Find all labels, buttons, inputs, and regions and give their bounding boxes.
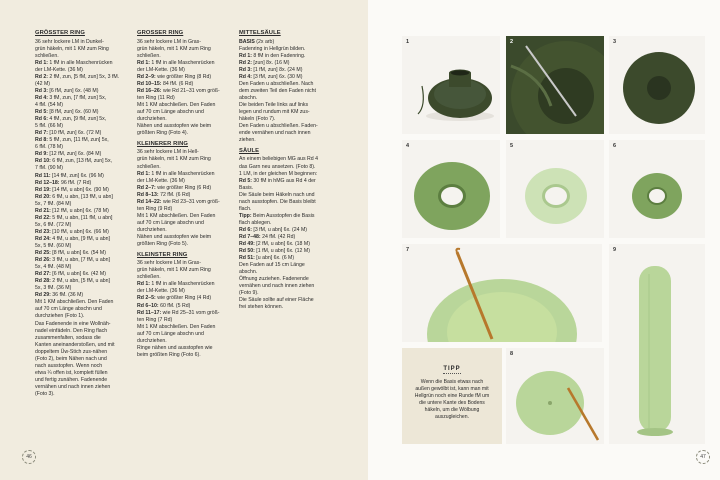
- instruction-line: Rd 27: [6 fM, u abn] 6x. (42 M): [35, 271, 106, 278]
- instruction-line: Rd 2: [zun] 8x. (16 M): [239, 59, 290, 66]
- instruction-line: nadel einfädeln. Den Ring flach: [35, 327, 108, 334]
- instruction-line: und fertig zunähen. Fadenende: [35, 376, 108, 383]
- instruction-line: Rd 12–18: 96 fM. (7 Rd): [35, 179, 92, 186]
- instruction-line: Rd 1: 8 fM in den Fadenring.: [239, 52, 306, 59]
- instruction-line: An einem beliebigen MG aus Rd 4: [239, 156, 319, 163]
- page-number-left: 46: [22, 450, 36, 464]
- instruction-line: Rd 10–15: 84 fM. (6 Rd): [137, 80, 194, 87]
- instruction-line: Nähen und ausstopfen wie beim: [137, 123, 212, 130]
- tip-box: [402, 348, 502, 444]
- instruction-line: 4 fM. (54 M): [35, 102, 63, 109]
- section-title: KLEINERER RING: [137, 140, 188, 147]
- instruction-line: Rd 49: [2 fM, u abn] 6x. (18 M): [239, 241, 310, 248]
- instruction-line: Rd 1: 1 fM in alle Maschenrücken: [35, 59, 113, 66]
- instruction-line: Rd 14–22: wie Rd 23–31 vom größ-: [137, 198, 220, 205]
- instruction-line: Rd 6: [3 fM, u abn] 6x. (24 M): [239, 226, 308, 233]
- instruction-line: Rd 28: 2 fM, u abn, [5 fM, u abn]: [35, 278, 110, 285]
- instruction-line: der LM-Kette. (36 M): [137, 177, 185, 184]
- instruction-line: Rd 2–7: wie größter Ring (6 Rd): [137, 184, 212, 191]
- instruction-line: Rd 3: [1 fM, zun] 8x. (24 M): [239, 66, 303, 73]
- instruction-line: (42 M): [35, 80, 50, 87]
- photo-number: 3: [613, 39, 617, 45]
- instruction-line: 1 LM, in der gleichen M beginnen:: [239, 170, 318, 177]
- instruction-line: Rd 1: 1 fM in alle Maschenrücken: [137, 170, 215, 177]
- instruction-line: der LM-Kette. (36 M): [137, 288, 185, 295]
- instruction-line: Rd 8: 5 fM, zun, [11 fM, zun] 5x,: [35, 137, 109, 144]
- instruction-line: der LM-Kette. (36 M): [35, 66, 83, 73]
- instruction-line: Mit 1 KM abschließen. Den Faden: [35, 299, 114, 306]
- instruction-line: (Foto 3).: [35, 390, 55, 397]
- photo-number: 7: [406, 247, 410, 253]
- section-title: GROSSER RING: [137, 30, 184, 36]
- instruction-line: Rd 1: 1 fM in alle Maschenrücken: [137, 59, 215, 66]
- tip-title: TIPP: [443, 366, 461, 372]
- instruction-line: Rd 7–48: 24 fM. (42 Rd): [239, 234, 296, 240]
- instruction-line: häkeln (Foto 7).: [239, 116, 276, 123]
- instruction-line: Rd 21: [12 fM, u abn] 6x. (78 M): [35, 207, 109, 214]
- instruction-line: (Foto 9).: [239, 290, 259, 297]
- instruction-line: Mit 1 KM abschließen. Den Faden: [137, 212, 216, 219]
- section-title: MITTELSÄULE: [239, 30, 281, 36]
- instruction-line: 5x, 6 fM. (72 M): [35, 221, 72, 228]
- instruction-line: Mit 1 KM abschließen. Den Faden: [137, 323, 216, 330]
- instruction-line: Das Fadenende in eine Wollnäh-: [35, 320, 111, 327]
- photo-2: [506, 36, 604, 134]
- instruction-line: Den Faden u abschließen. Faden-: [239, 123, 318, 130]
- instruction-line: auf 70 cm Länge abschn und: [35, 306, 102, 313]
- instruction-line: Kanten aneinanderstoßen, und mit: [35, 341, 115, 348]
- instruction-line: Fadenring in Hellgrün bilden.: [239, 45, 306, 52]
- instruction-line: 36 sehr lockere LM in Dunkel-: [35, 38, 104, 45]
- instruction-line: nach ausstopfen. Die Basis bleibt: [239, 198, 316, 205]
- instruction-line: durchziehen (Foto 1).: [35, 313, 85, 320]
- instruction-line: Rd 2–5: wie größter Ring (4 Rd): [137, 295, 212, 302]
- instruction-line: Rd 11–17: wie Rd 25–31 vom größ-: [137, 309, 220, 316]
- instruction-line: Die Säule sollte auf einer Fläche: [239, 297, 314, 304]
- instruction-line: dem zweiten Teil den Faden nicht: [239, 87, 316, 94]
- column-1: [35, 30, 135, 398]
- instruction-line: etwa ¼ offen ist, komplett füllen: [35, 369, 108, 376]
- instruction-line: ten Ring (7 Rd): [137, 316, 173, 323]
- instruction-line: durchziehen.: [137, 337, 167, 344]
- dark-green-ring-with-hole-image: [402, 36, 500, 134]
- instruction-line: Rd 19: [14 fM, u abn] 6x. (90 M): [35, 186, 109, 193]
- instruction-line: Den Faden auf 15 cm Länge: [239, 262, 305, 269]
- photo-number: 6: [613, 143, 617, 149]
- instruction-line: Die beiden Teile links auf links: [239, 102, 309, 109]
- instruction-line: Ringe nähen und ausstopfen wie: [137, 344, 213, 351]
- column-2: [137, 30, 237, 359]
- instruction-line: ten Ring (11 Rd): [137, 95, 175, 102]
- page-number-right: 47: [696, 450, 710, 464]
- instruction-line: Rd 16–26: wie Rd 21–31 vom größ-: [137, 87, 220, 94]
- instruction-line: Rd 6–10: 60 fM. (5 Rd): [137, 302, 191, 309]
- photo-5: [506, 140, 604, 238]
- instruction-line: Mit 1 KM abschließen. Den Faden: [137, 102, 216, 109]
- instruction-line: Rd 4: [3 fM, zun] 6x. (30 M): [239, 73, 303, 80]
- photo-9: [609, 244, 705, 444]
- instruction-line: 5x, 5 fM. (60 M): [35, 243, 72, 249]
- instruction-line: beim größten Ring (Foto 6).: [137, 351, 201, 358]
- instruction-line: vernähen und nach innen ziehen: [35, 383, 111, 390]
- instruction-line: größten Ring (Foto 5).: [137, 241, 189, 248]
- instruction-line: Rd 29: 36 fM. (36 M): [35, 292, 84, 299]
- instruction-line: 6 fM. (78 M): [35, 144, 63, 151]
- instruction-line: 36 sehr lockere LM in Gras-: [137, 38, 202, 45]
- instruction-line: vernähen und nach innen ziehen: [239, 283, 315, 290]
- instruction-line: frei stehen können.: [239, 304, 284, 311]
- instruction-line: Rd 5: 30 fM in hMG aus Rd 4 der: [239, 177, 316, 184]
- instruction-line: ziehen.: [239, 137, 256, 144]
- instruction-line: Rd 23: [10 fM, u abn] 6x. (66 M): [35, 228, 109, 235]
- instruction-line: 5 fM. (66 M): [35, 123, 63, 130]
- instruction-line: Rd 25: [8 fM, u abn] 6x. (54 M): [35, 250, 106, 257]
- instruction-line: grün häkeln, mit 1 KM zum Ring: [137, 267, 211, 274]
- section-title: GRÖSSTER RING: [35, 30, 85, 36]
- instruction-line: Rd 11: [14 fM, zun] 6x. (96 M): [35, 172, 104, 179]
- photo-8: [506, 348, 604, 444]
- instruction-line: flach.: [239, 205, 252, 212]
- instruction-line: zusammenfalten, sodass die: [35, 334, 101, 341]
- instruction-line: Rd 9: [12 fM, zun] 6x. (84 M): [35, 151, 102, 158]
- instruction-line: Rd 6: 4 fM, zun, [9 fM, zun] 5x,: [35, 116, 107, 123]
- instruction-line: doppeltem Üw-Stich zus-nähen: [35, 348, 108, 355]
- instruction-line: 36 sehr lockere LM in Gras-: [137, 260, 202, 267]
- instruction-line: auf 70 cm Länge abschn und: [137, 219, 204, 226]
- instruction-line: BASIS (2x arb): [239, 38, 275, 45]
- instruction-line: der LM-Kette. (36 M): [137, 66, 185, 73]
- column-3: [239, 30, 339, 312]
- instruction-line: Rd 4: 3 fM, zun, [7 fM, zun] 5x,: [35, 95, 107, 102]
- instruction-line: Basis.: [239, 184, 254, 191]
- instruction-line: 5x, 3 fM. (36 M): [35, 285, 72, 292]
- photo-7: [402, 244, 602, 342]
- instruction-line: ten Ring (9 Rd): [137, 205, 173, 212]
- instruction-line: Rd 51: [u abn] 6x. (6 M): [239, 255, 295, 262]
- instruction-line: schließen.: [35, 52, 59, 59]
- instruction-line: (Foto 2), beim Nähen nach und: [35, 355, 107, 362]
- light-green-ring-image: [506, 140, 604, 238]
- instruction-line: Nähen und ausstopfen wie beim: [137, 234, 212, 240]
- instruction-line: 5x, 7 fM. (84 M): [35, 200, 72, 207]
- instruction-line: das Garn neu ansetzen. (Foto 8).: [239, 163, 316, 170]
- section-title: KLEINSTER RING: [137, 251, 188, 258]
- instruction-line: grün häkeln, mit 1 KM zum Ring: [137, 156, 211, 163]
- photo-number: 1: [406, 39, 410, 45]
- instruction-line: Tipp: Beim Ausstopfen die Basis: [239, 212, 315, 219]
- photo-6: [609, 140, 705, 238]
- instruction-line: Die Säule beim Häkeln nach und: [239, 191, 315, 198]
- crocheted-column-image: [609, 244, 705, 444]
- instruction-line: schließen.: [137, 163, 161, 170]
- photo-number: 4: [406, 143, 410, 149]
- instruction-line: Rd 20: 6 fM, u abn, [13 fM, u abn]: [35, 193, 113, 200]
- photo-number: 9: [613, 247, 617, 253]
- instruction-line: Rd 8–13: 72 fM. (6 Rd): [137, 191, 191, 198]
- instruction-line: grün häkeln, mit 1 KM zum Ring: [137, 45, 211, 52]
- instruction-line: 36 sehr lockere LM in Hell-: [137, 149, 199, 156]
- photo-3: [609, 36, 705, 134]
- instruction-line: legen und rundum mit KM zus-: [239, 109, 310, 116]
- grass-green-ring-image: [402, 140, 500, 238]
- sewing-ring-closeup-image: [506, 36, 604, 134]
- instruction-line: Rd 10: 6 fM, zun, [13 fM, zun] 5x,: [35, 158, 112, 165]
- instruction-line: Rd 5: [8 fM, zun] 6x. (60 M): [35, 109, 99, 116]
- finished-dark-ring-image: [609, 36, 705, 134]
- instruction-line: 7 fM. (90 M): [35, 165, 63, 172]
- instruction-line: Rd 2–9: wie größter Ring (8 Rd): [137, 73, 212, 80]
- instruction-line: Rd 26: 3 fM, u abn, [7 fM, u abn]: [35, 257, 110, 264]
- section-title: SÄULE: [239, 147, 260, 154]
- instruction-line: schließen.: [137, 274, 161, 281]
- instruction-line: grün häkeln, mit 1 KM zum Ring: [35, 45, 109, 52]
- instruction-line: Rd 24: 4 fM, u abn, [9 fM, u abn]: [35, 235, 110, 242]
- tip-text: Wenn die Basis etwas nach außen gewölbt ist, kann man mit Hellgrün noch eine Runde fM um die untere Kante des Bodens häkeln, um die Wölbung auszugleichen.: [414, 379, 490, 420]
- instruction-lines: [35, 39, 135, 398]
- instruction-line: Öffnung zuziehen. Fadenende: [239, 276, 309, 283]
- photo-number: 8: [510, 351, 514, 357]
- instruction-line: Rd 7: [10 fM, zun] 6x. (72 M): [35, 130, 102, 137]
- instruction-line: Rd 1: 1 fM in alle Maschenrücken: [137, 281, 215, 288]
- instruction-line: Den Faden u abschließen. Nach: [239, 80, 314, 87]
- instruction-line: abschn.: [239, 269, 258, 276]
- instruction-line: durchziehen.: [137, 116, 167, 123]
- instruction-line: nach ausstopfen. Wenn noch: [35, 362, 103, 369]
- instruction-line: Rd 22: 5 fM, u abn, [11 fM, u abn]: [35, 214, 113, 221]
- photo-4: [402, 140, 500, 238]
- instruction-line: 5x, 4 fM. (48 M): [35, 264, 72, 271]
- instruction-line: größten Ring (Foto 4).: [137, 130, 189, 137]
- instruction-line: flach ablegen.: [239, 219, 272, 226]
- crocheting-base-pieces-image: [402, 244, 602, 342]
- photo-1: [402, 36, 500, 134]
- photo-number: 5: [510, 143, 514, 149]
- instruction-line: auf 70 cm Länge abschn und: [137, 109, 204, 116]
- instruction-line: abschn.: [239, 95, 258, 102]
- instruction-line: auf 70 cm Länge abschn und: [137, 330, 204, 337]
- small-grass-green-ring-image: [609, 140, 705, 238]
- instruction-line: Rd 2: 2 fM, zun, [5 fM, zun] 5x, 3 fM.: [35, 73, 120, 80]
- photo-number: 2: [510, 39, 514, 45]
- base-with-hook-image: [506, 348, 604, 444]
- instruction-line: Rd 3: [6 fM, zun] 6x. (48 M): [35, 87, 99, 94]
- instruction-line: schließen.: [137, 52, 161, 59]
- instruction-line: Rd 50: [1 fM, u abn] 6x. (12 M): [239, 248, 310, 255]
- instruction-line: durchziehen.: [137, 226, 167, 233]
- instruction-line: ende vernähen und nach innen: [239, 130, 311, 137]
